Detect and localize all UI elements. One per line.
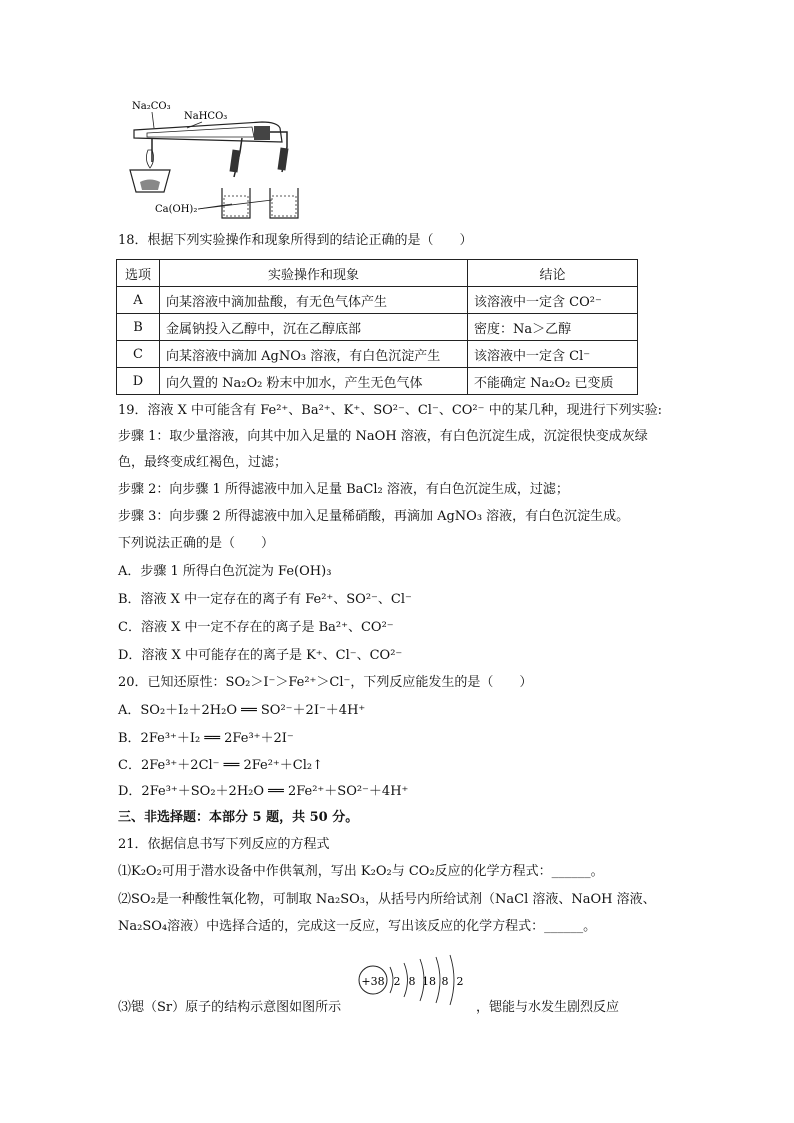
cell-option: B bbox=[117, 314, 160, 341]
cell-operation: 向久置的 Na₂O₂ 粉末中加水，产生无色气体 bbox=[160, 368, 468, 395]
q20-option-c: C．2Fe³⁺＋2Cl⁻ ══ 2Fe²⁺＋Cl₂↑ bbox=[118, 758, 324, 773]
label-nahco3: NaHCO₃ bbox=[184, 111, 228, 122]
label-na2co3: Na₂CO₃ bbox=[132, 101, 171, 112]
atom-shell-3: 18 bbox=[422, 975, 436, 988]
q21-stem: 21．依据信息书写下列反应的方程式 bbox=[118, 837, 330, 852]
sr-atom-diagram bbox=[352, 945, 472, 1015]
q18-stem: 18．根据下列实验操作和现象所得到的结论正确的是（ ） bbox=[118, 233, 473, 248]
atom-shell-1: 2 bbox=[393, 975, 401, 988]
q21-part2a: ⑵SO₂是一种酸性氧化物，可制取 Na₂SO₃，从括号内所给试剂（NaCl 溶液、NaOH 溶液、 bbox=[118, 892, 656, 907]
q19-option-b: B．溶液 X 中一定存在的离子有 Fe²⁺、SO²⁻、Cl⁻ bbox=[118, 592, 412, 607]
cell-option: D bbox=[117, 368, 160, 395]
table-row bbox=[117, 287, 638, 314]
cell-operation: 向某溶液中滴加盐酸，有无色气体产生 bbox=[160, 287, 468, 314]
atom-nucleus: +38 bbox=[361, 975, 385, 988]
atom-shell-4: 8 bbox=[441, 975, 449, 988]
table-header-row bbox=[117, 260, 638, 287]
q19-option-a: A．步骤 1 所得白色沉淀为 Fe(OH)₃ bbox=[118, 564, 332, 579]
q20-stem: 20．已知还原性：SO₂＞I⁻＞Fe²⁺＞Cl⁻，下列反应能发生的是（ ） bbox=[118, 675, 533, 690]
q20-option-a: A．SO₂＋I₂＋2H₂O ══ SO²⁻＋2I⁻＋4H⁺ bbox=[118, 703, 366, 718]
q19-step1b: 色，最终变成红褐色，过滤； bbox=[118, 455, 288, 470]
q21-part1: ⑴K₂O₂可用于潜水设备中作供氧剂，写出 K₂O₂与 CO₂反应的化学方程式：______。 bbox=[118, 864, 604, 879]
q19-step3: 步骤 3：向步骤 2 所得滤液中加入足量稀硝酸，再滴加 AgNO₃ 溶液，有白色沉淀生成。 bbox=[118, 509, 630, 524]
q20-option-b: B．2Fe³⁺＋I₂ ══ 2Fe³⁺＋2I⁻ bbox=[118, 731, 294, 746]
cell-option: A bbox=[117, 287, 160, 314]
section-3-heading: 三、非选择题：本部分 5 题，共 50 分。 bbox=[118, 810, 359, 825]
q19-option-d: D．溶液 X 中可能存在的离子是 K⁺、Cl⁻、CO²⁻ bbox=[118, 648, 403, 663]
atom-shell-5: 2 bbox=[456, 975, 464, 988]
cell-conclusion: 该溶液中一定含 CO²⁻ bbox=[468, 287, 638, 314]
q19-option-c: C．溶液 X 中一定不存在的离子是 Ba²⁺、CO²⁻ bbox=[118, 620, 394, 635]
q19-step2: 步骤 2：向步骤 1 所得滤液中加入足量 BaCl₂ 溶液，有白色沉淀生成，过滤； bbox=[118, 482, 569, 497]
cell-operation: 金属钠投入乙醇中，沉在乙醇底部 bbox=[160, 314, 468, 341]
q21-part3-left: ⑶锶（Sr）原子的结构示意图如图所示 bbox=[118, 1000, 342, 1015]
q20-option-d: D．2Fe³⁺＋SO₂＋2H₂O ══ 2Fe²⁺＋SO²⁻＋4H⁺ bbox=[118, 784, 409, 799]
q18-table bbox=[116, 259, 638, 395]
q19-step1a: 步骤 1：取少量溶液，向其中加入足量的 NaOH 溶液，有白色沉淀生成，沉淀很快变成灰绿 bbox=[118, 429, 648, 444]
header-operation: 实验操作和现象 bbox=[160, 260, 468, 287]
table-row bbox=[117, 314, 638, 341]
atom-shell-2: 8 bbox=[408, 975, 416, 988]
header-conclusion: 结论 bbox=[468, 260, 638, 287]
header-option: 选项 bbox=[117, 260, 160, 287]
q21-part2b: Na₂SO₄溶液）中选择合适的，完成这一反应，写出该反应的化学方程式：______。 bbox=[118, 919, 597, 934]
cell-option: C bbox=[117, 341, 160, 368]
table-row bbox=[117, 368, 638, 395]
cell-conclusion: 该溶液中一定含 Cl⁻ bbox=[468, 341, 638, 368]
cell-conclusion: 密度：Na＞乙醇 bbox=[468, 314, 638, 341]
q21-part3-right: ，锶能与水发生剧烈反应 bbox=[476, 1000, 620, 1015]
cell-operation: 向某溶液中滴加 AgNO₃ 溶液，有白色沉淀产生 bbox=[160, 341, 468, 368]
q19-ask: 下列说法正确的是（ ） bbox=[118, 536, 275, 551]
apparatus-figure bbox=[122, 92, 312, 222]
table-row bbox=[117, 341, 638, 368]
q19-stem: 19．溶液 X 中可能含有 Fe²⁺、Ba²⁺、K⁺、SO²⁻、Cl⁻、CO²⁻ 中的某几种，现进行下列实验: bbox=[118, 403, 663, 418]
cell-conclusion: 不能确定 Na₂O₂ 已变质 bbox=[468, 368, 638, 395]
label-caoh2: Ca(OH)₂ bbox=[155, 204, 198, 215]
